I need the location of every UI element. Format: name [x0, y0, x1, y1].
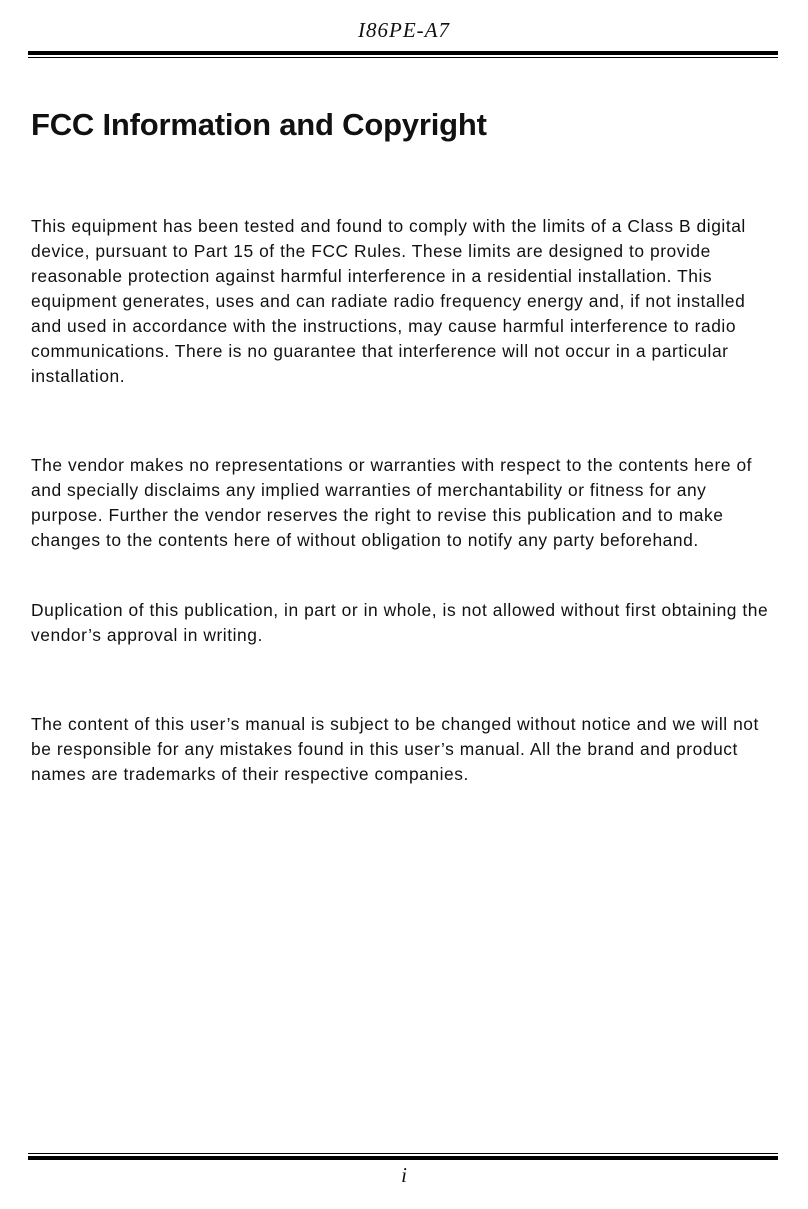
- page-header-model: I86PE-A7: [358, 18, 450, 42]
- footer-rule-thick: [28, 1156, 778, 1160]
- footer-rule-thin: [28, 1153, 778, 1154]
- paragraph-fcc-compliance: This equipment has been tested and found to comply with the limits of a Class B digital device, pursuant to Part 15 of the FCC Rules. These limits are designed to provide reasonable protection against harmful interference in a residential installation. This equipment generates, uses and can radiate radio frequency energy and, if not installed and used in accordance with the instructions, may cause harmful interference to radio communications. There is no guarantee that interference will not occur in a particular installation.: [31, 216, 746, 386]
- header-rule-thick: [28, 51, 778, 55]
- header-rule-thin: [28, 57, 778, 58]
- paragraph-trademark-notice: The content of this user’s manual is subject to be changed without notice and we will not be responsible for any mistakes found in this user’s manual. All the brand and product names are trademarks of their respective companies.: [31, 714, 759, 784]
- page-number: i: [401, 1163, 407, 1187]
- page-title: FCC Information and Copyright: [31, 107, 487, 142]
- paragraph-warranty-disclaimer: The vendor makes no representations or warranties with respect to the contents here of and specially disclaims any implied warranties of merchantability or fitness for any purpose. Further the vendor reserves the right to revise this publication and to make changes to the contents here of without obligation to notify any party beforehand.: [31, 455, 753, 550]
- paragraph-duplication-notice: Duplication of this publication, in part or in whole, is not allowed without first obtaining the vendor’s approval in writing.: [31, 600, 769, 645]
